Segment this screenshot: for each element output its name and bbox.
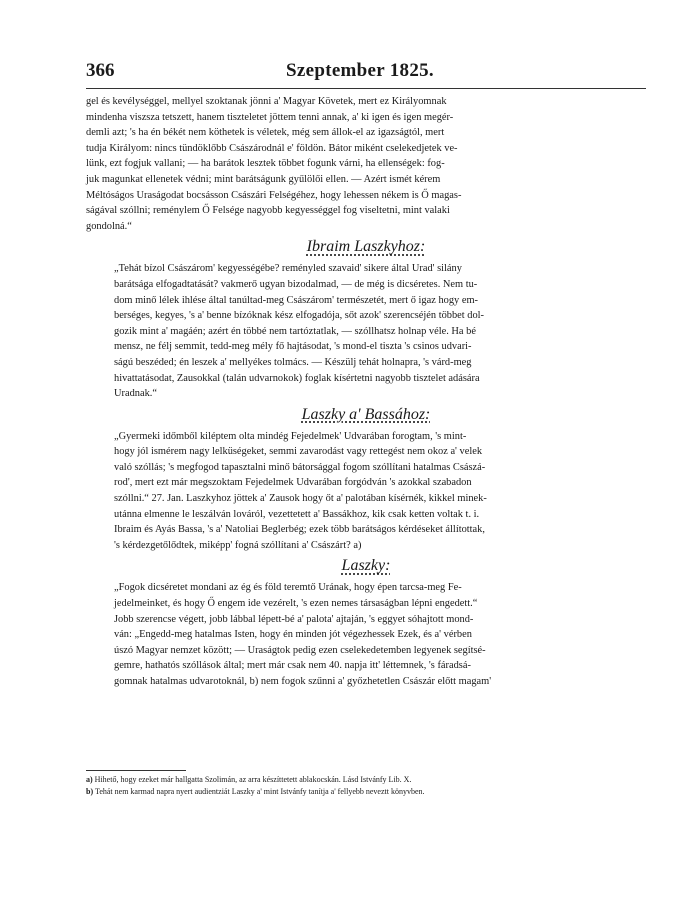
text-line: Jobb szerencse végett, jobb lábbal lépett-bé a' palota' ajtaján, 's eggyet sóhajtott mond-: [114, 613, 474, 625]
heading-text: Ibraim Laszkyhoz:: [306, 238, 426, 256]
text-line: való szóllás; 's megfogod tapasztalni minő bátorsággal fogom szóllítani hatalmas Császá-: [114, 461, 486, 473]
text-line: mensz, ne félj semmit, tedd-meg mély fő hajtásodat, 's mond-el tiszta 's csinos udvari-: [114, 341, 472, 353]
footnote-label: a): [86, 775, 93, 784]
text-line: hivattatásodat, Zausokkal (talán udvarnokok) foglak kísértetni nagyobb tisztelet adására: [114, 372, 480, 384]
intro-paragraph: [86, 94, 646, 234]
footnote-text: Hihető, hogy ezeket már hallgatta Szolimán, az arra készíttetett ablakocskán. Lásd Istvánfy Lib. X.: [94, 775, 412, 784]
paragraph-laszky-bassahoz: [86, 429, 646, 554]
text-line: mindenha viszsza tetszett, hanem tiszteletet jöttem tenni annak, a' ki igen és igen megér-: [86, 111, 454, 123]
page-number: 366: [86, 60, 115, 81]
text-line: utánna elmenne le leszálván lováról, vezettetett a' Bassákhoz, kik csak ketten voltak t. i.: [114, 508, 480, 520]
header-rule: [86, 88, 646, 89]
text-line: barátsága elfogadtatását? vakmerő ugyan bizodalmad, — de még is dicséretes. Nem tu-: [114, 278, 478, 290]
text-line: ván: „Engedd-meg hatalmas Isten, hogy én minden jót végezhessek Ezek, és a' vérben: [114, 629, 472, 641]
text-line: úszó Magyar nemzet között; — Uraságtok pedig ezen cselekedetemben legyenek segítsé-: [114, 644, 486, 656]
text-line: demli azt; 's ha én békét nem köthetek is véletek, még sem állok-el az igazságtól, mert: [86, 127, 445, 139]
text-line: gomnak hatalmas udvarotoknál, b) nem fogok szűnni a' győzhetetlen Császár előtt magam': [114, 676, 492, 687]
text-line: szóllni.“ 27. Jan. Laszkyhoz jöttek a' Zausok hogy őt a' palotában kísérnék, kikkel minek-: [114, 493, 487, 505]
text-line: ságú beszéded; én leszek a' mellyékes tolmács. — Készülj tehát holnapra, 's várd-meg: [114, 356, 472, 368]
footnotes: [86, 774, 646, 798]
footnote-rule: [86, 770, 186, 771]
heading-text: Laszky:: [341, 557, 391, 575]
text-line: Méltóságos Uraságodat bocsásson Császári Felségéhez, hogy lehessen nékem is Ő magas-: [86, 189, 462, 201]
text-line: gozik mint a' magáén; azért én többé nem tartóztatlak, — szóllhatsz holnap véle. Ha bé: [114, 325, 476, 337]
text-line: hogy jól ismérem nagy lelküségeket, semmi zavarodást vagy rettegést nem okoz a' velek: [114, 446, 483, 458]
text-line: rod', mert ezt már megszoktam Fejedelmek Udvarában forgódván 's azokkal szabadon: [114, 477, 472, 489]
footnote-a: [86, 774, 646, 786]
text-line: 's kérdezgetőlődtek, miképp' fogná szóllítani a' Császárt? a): [114, 539, 362, 551]
section-heading-laszky-bassahoz: [86, 405, 646, 425]
text-line: Uradnak.“: [114, 388, 157, 400]
page-header: [86, 60, 646, 86]
section-heading-ibraim: [86, 237, 646, 257]
footnote-label: b): [86, 787, 94, 796]
text-line: tudja Királyom: nincs tündöklőbb Császárodnál e' földön. Bátor miként cselekedjetek ve-: [86, 142, 458, 154]
text-line: lünk, ezt fogjuk vallani; — ha barátok lesztek többet fogunk várni, ha ellenségek: fog-: [86, 158, 445, 170]
text-line: juk magunkat ellenetek védni; mint barátságunk gyűlölői ellen. — Azért ismét kérem: [86, 173, 441, 185]
footnote-b: [86, 786, 646, 798]
text-line: „Fogok dicséretet mondani az ég és föld teremtő Urának, hogy épen tarcsa-meg Fe-: [114, 582, 462, 594]
text-line: berséges, kegyes, 's a' benne bízóknak kész elfogadója, sőt azok' szerencséjén többet dol-: [114, 310, 485, 322]
heading-text: Laszky a' Bassához:: [301, 405, 431, 423]
paragraph-laszky: [86, 580, 646, 689]
footnote-text: Tehát nem karmad napra nyert audientziát Laszky a' mint Istvánfy tanítja a' fellyebb neveztt könyvben.: [94, 787, 425, 796]
text-line: dom minő lélek ihlése által tanúltad-meg Császárom' természetét, mert ő igaz hogy em-: [114, 294, 478, 306]
paragraph-ibraim: [86, 261, 646, 401]
section-heading-laszky: [86, 556, 646, 576]
running-title: Szeptember 1825.: [286, 60, 434, 81]
page-body: [86, 94, 646, 690]
text-line: gondolná.“: [86, 220, 132, 232]
text-line: gel és kevélységgel, mellyel szoktanak jönni a' Magyar Követek, mert ez Királyomnak: [86, 96, 447, 107]
text-line: gemre, hathatós szóllások által; mert már csak nem 40. napja itt' léttemnek, 's fáradsá-: [114, 660, 471, 672]
text-line: Ibraim és Ayás Bassa, 's a' Natoliai Beglerbég; ezek több barátságos kérdéseket állítottak,: [114, 524, 485, 536]
text-line: jedelmeinket, és hogy Ő engem ide vezérelt, 's ezen nemes társaságban lépni engedett.“: [114, 598, 478, 610]
text-line: „Tehát bízol Császárom' kegyességébe? reményled szavaid' sikere által Urad' silány: [114, 263, 462, 275]
text-line: „Gyermeki időmből kiléptem olta mindég Fejedelmek' Udvarában forogtam, 's mint-: [114, 430, 467, 442]
text-line: ságával szóllni; reménylem Ő Felsége nagyobb kegyességgel fog viseltetni, mint valaki: [86, 205, 450, 217]
